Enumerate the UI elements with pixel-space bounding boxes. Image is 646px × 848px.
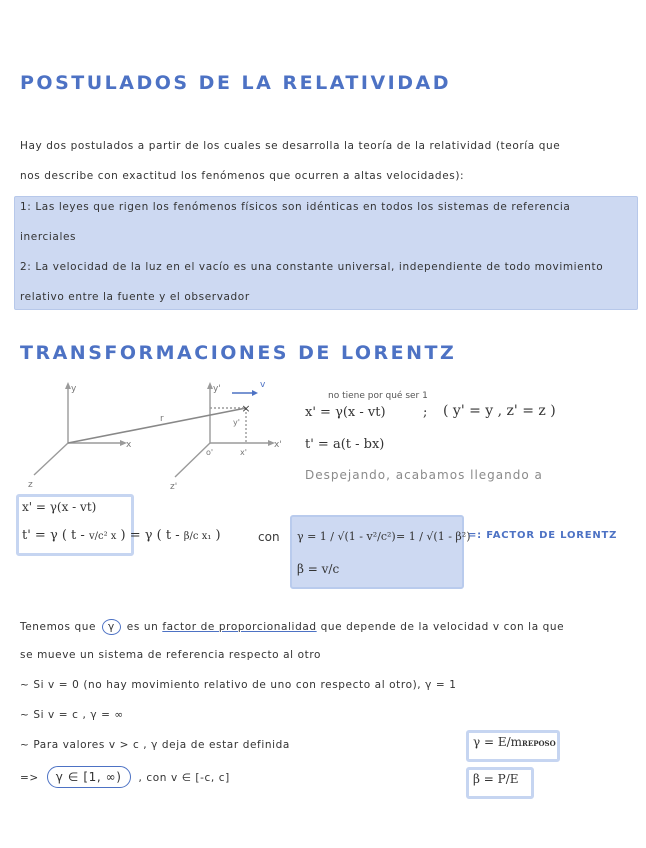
- eq-y-z: ( y' = y , z' = z ): [443, 403, 556, 419]
- velocity-arrowhead: [252, 390, 258, 396]
- beta-eq: β = P/E: [473, 772, 519, 786]
- title-postulados: POSTULADOS DE LA RELATIVIDAD: [20, 72, 451, 94]
- postulate-1-line-1: 1: Las leyes que rigen los fenómenos físicos son idénticas en todos los sistemas de referencia: [20, 201, 571, 213]
- svg-text:x': x': [274, 440, 282, 450]
- intro-line-2: nos describe con exactitud los fenómenos que ocurren a altas velocidades):: [20, 170, 465, 182]
- vector-r-line: [68, 408, 246, 443]
- svg-text:y': y': [213, 384, 221, 394]
- beta-def: β = v/c: [297, 562, 340, 576]
- reference-frames-diagram: [20, 375, 290, 500]
- postulate-2-line-1: 2: La velocidad de la luz en el vacío es una constante universal, independiente de todo movimiento: [20, 261, 604, 273]
- gamma-circled: γ: [102, 619, 121, 635]
- eq-x-prime: x' = γ(x - vt): [305, 405, 386, 420]
- gamma-definition-box: [290, 515, 464, 589]
- para-line-1: Tenemos que γ es un factor de proporcionalidad que depende de la velocidad v con la que: [20, 621, 565, 633]
- despejando-text: Despejando, acabamos llegando a: [305, 468, 543, 482]
- intro-line-1: Hay dos postulados a partir de los cuales se desarrolla la teoría de la relatividad (teoría que: [20, 140, 561, 152]
- event-point-x: ×: [241, 402, 251, 415]
- title-lorentz: TRANSFORMACIONES DE LORENTZ: [20, 342, 457, 364]
- svg-text:z: z: [28, 480, 33, 490]
- svg-text:z': z': [170, 482, 178, 492]
- factor-proporcionalidad: factor de proporcionalidad: [162, 621, 317, 633]
- bullet-3: ~ Para valores v > c , γ deja de estar definida: [20, 739, 290, 751]
- postulate-1-line-2: inerciales: [20, 231, 77, 243]
- range-line: => γ ∈ [1, ∞) , con v ∈ [-c, c]: [20, 766, 230, 788]
- svg-text:y': y': [233, 418, 240, 427]
- result-t: t' = γ ( t - v/c² x ) = γ ( t - β/c x₁ ): [22, 528, 221, 543]
- axis-z-line: [34, 443, 68, 475]
- gamma-def-1: γ = 1 / √(1 - v²/c²): [297, 530, 396, 543]
- eq-t-prime: t' = a(t - bx): [305, 437, 385, 452]
- svg-text:y: y: [71, 384, 77, 394]
- para-line-2: se mueve un sistema de referencia respecto al otro: [20, 649, 322, 661]
- axis-z2-line: [175, 443, 210, 477]
- bullet-1: ~ Si v = 0 (no hay movimiento relativo de uno con respecto al otro), γ = 1: [20, 679, 457, 691]
- bullet-2: ~ Si v = c , γ = ∞: [20, 709, 124, 721]
- svg-text:x: x: [126, 440, 132, 450]
- con-text: con: [258, 530, 280, 544]
- svg-text:r: r: [160, 414, 164, 424]
- svg-text:v: v: [260, 380, 266, 390]
- result-x: x' = γ(x - vt): [22, 500, 97, 514]
- postulate-2-line-2: relativo entre la fuente y el observador: [20, 291, 250, 303]
- svg-text:x': x': [240, 448, 247, 457]
- svg-text:o': o': [206, 448, 214, 457]
- gamma-range-circled: γ ∈ [1, ∞): [47, 766, 131, 788]
- eq-separator: ;: [423, 405, 428, 420]
- energy-eq: γ = E/mREPOSO: [473, 735, 556, 749]
- factor-lorentz-label: =: FACTOR DE LORENTZ: [468, 530, 618, 541]
- note-top: no tiene por qué ser 1: [328, 391, 428, 401]
- gamma-def-2: = 1 / √(1 - β²): [396, 530, 471, 543]
